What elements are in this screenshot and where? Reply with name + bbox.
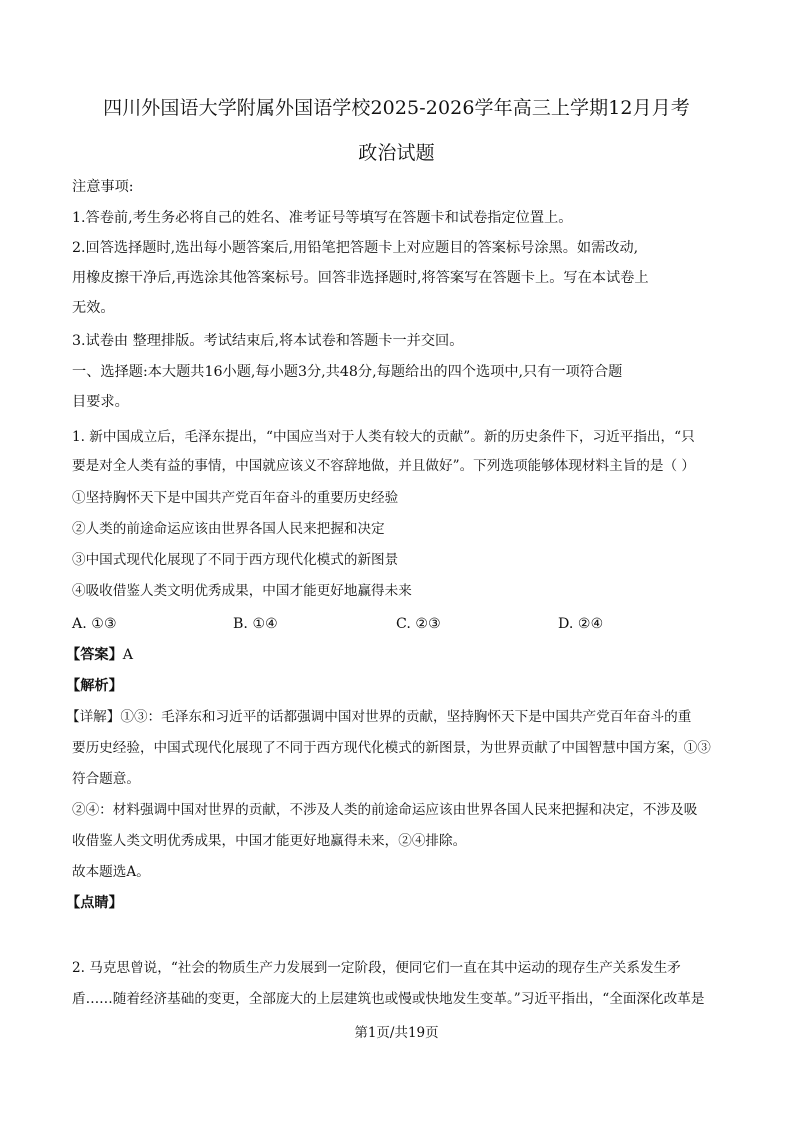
question-1-item-4: ④吸收借鉴人类文明优秀成果，中国才能更好地赢得未来 <box>72 583 412 599</box>
question-1-option-d: D. ②④ <box>558 616 604 632</box>
notice-item-1: 1.答卷前,考生务必将自己的姓名、准考证号等填写在答题卡和试卷指定位置上。 <box>72 210 573 226</box>
exam-subject: 政治试题 <box>358 142 435 164</box>
conclusion-line: 故本题选A。 <box>72 864 150 880</box>
detail-line-2: 要历史经验，中国式现代化展现了不同于西方现代化模式的新图景，为世界贡献了中国智慧中国方案，①③ <box>72 740 711 756</box>
question-2-stem-line-1: 2. 马克思曾说，“社会的物质生产力发展到一定阶段，便同它们一直在其中运动的现存生产关系发生矛 <box>72 960 681 976</box>
question-1-stem-line-1: 1. 新中国成立后，毛泽东提出，“中国应当对于人类有较大的贡献”。新的历史条件下，习近平指出，“只 <box>72 429 695 445</box>
question-1-stem-line-2: 要是对全人类有益的事情，中国就应该义不容辞地做，并且做好”。下列选项能够体现材料主旨的是（ ） <box>72 458 695 474</box>
exam-title: 四川外国语大学附属外国语学校2025-2026学年高三上学期12月月考 <box>103 97 690 119</box>
comment-tag: 【点睛】 <box>66 895 123 911</box>
section-heading-line-1: 一、选择题:本大题共16小题,每小题3分,共48分,每题给出的四个选项中,只有一项符合题 <box>72 364 623 380</box>
notice-item-2-line-1: 2.回答选择题时,选出每小题答案后,用铅笔把答题卡上对应题目的答案标号涂黑。如需改动, <box>72 240 639 256</box>
notice-item-2-line-3: 无效。 <box>72 300 115 316</box>
notice-item-3: 3.试卷由 整理排版。考试结束后,将本试卷和答题卡一并交回。 <box>72 333 464 349</box>
answer-value: A <box>122 647 134 663</box>
analysis-tag: 【解析】 <box>66 678 123 694</box>
detail-line-3: 符合题意。 <box>72 771 140 787</box>
question-1-option-c: C. ②③ <box>396 616 441 632</box>
question-1-item-3: ③中国式现代化展现了不同于西方现代化模式的新图景 <box>72 552 399 568</box>
notice-heading: 注意事项: <box>72 179 134 195</box>
question-1-item-1: ①坚持胸怀天下是中国共产党百年奋斗的重要历史经验 <box>72 490 399 506</box>
section-heading-line-2: 目要求。 <box>72 394 129 410</box>
question-2-stem-line-2: 盾……随着经济基础的变更，全部庞大的上层建筑也或慢或快地发生变革。”习近平指出，“全面深化改革是 <box>72 991 705 1007</box>
answer-line <box>66 645 133 665</box>
question-1-option-b: B. ①④ <box>233 616 278 632</box>
answer-tag: 【答案】 <box>66 647 123 663</box>
question-1-item-2: ②人类的前途命运应该由世界各国人民来把握和决定 <box>72 521 385 537</box>
page-number: 第1页/共19页 <box>354 1025 439 1041</box>
detail-line-4: ②④：材料强调中国对世界的贡献，不涉及人类的前途命运应该由世界各国人民来把握和决定，不涉及吸 <box>72 802 698 818</box>
question-1-option-a: A. ①③ <box>72 616 117 632</box>
notice-item-2-line-2: 用橡皮擦干净后,再选涂其他答案标号。回答非选择题时,将答案写在答题卡上。写在本试卷上 <box>72 270 649 286</box>
detail-line-1: 【详解】①③：毛泽东和习近平的话都强调中国对世界的贡献，坚持胸怀天下是中国共产党百年奋斗的重 <box>66 709 692 725</box>
detail-line-5: 收借鉴人类文明优秀成果，中国才能更好地赢得未来，②④排除。 <box>72 833 467 849</box>
